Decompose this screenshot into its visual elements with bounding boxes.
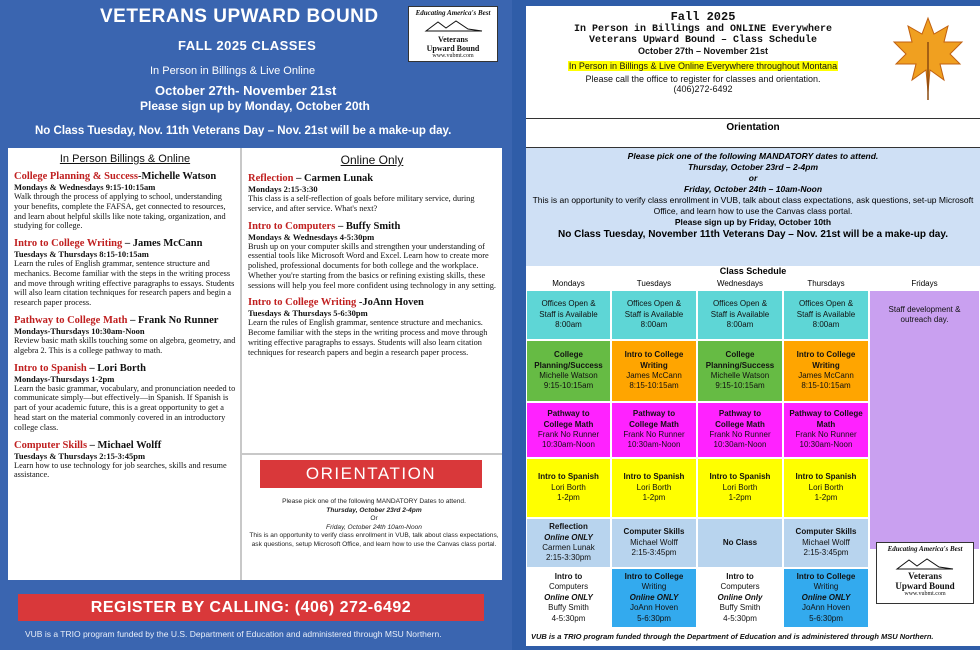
schedule-cell: Intro to College Writing Online ONLY JoAnn Hoven 5-6:30pm bbox=[783, 568, 869, 628]
schedule-cell: Pathway to College Math Frank No Runner 10:30am-Noon bbox=[783, 402, 869, 458]
course-item: Reflection – Carmen Lunak Mondays 2:15-3:30 This class is a self-reflection of goals before military service, during service, and after service. What's next? bbox=[248, 173, 475, 213]
schedule-cell: Intro to Spanish Lori Borth 1-2pm bbox=[697, 458, 783, 518]
schedule-cell: College Planning/Success Michelle Watson 9:15-10:15am bbox=[526, 340, 611, 402]
orientation-box: Please pick one of the following MANDATORY dates to attend. Thursday, October 23rd – 2-4pm or Friday, October 24th – 10am-Noon This is an opportunity to verify class enrollment in VUB, talk about class expectations, ask questions, set-up Microsoft Office, and learn how to use the Canvas class portal. Please sign up by Friday, October 10th No Class Tuesday, November 11th Veterans Day – Nov. 21st will be a make-up day. bbox=[526, 148, 980, 266]
schedule-cell: Intro to College Writing James McCann 8:15-10:15am bbox=[783, 340, 869, 402]
flyer-signup: Please sign up by Monday, October 20th bbox=[140, 99, 370, 113]
schedule-cell: Intro to Computers Online Only Buffy Smith 4-5:30pm bbox=[697, 568, 783, 628]
day-header: Thursdays bbox=[807, 279, 845, 288]
day-header: Mondays bbox=[552, 279, 585, 288]
autumn-leaf-icon bbox=[888, 12, 968, 102]
course-item: Intro to Spanish – Lori Borth Mondays-Thursdays 1-2pm Learn the basic grammar, vocabulary, and pronunciation needed to communicate simply—but effectively—in Spanish. If Spanish is part of your academic future, this is a great opportunity to get a head start on the material commonly covered in an introductory college class. bbox=[14, 362, 236, 432]
schedule-cell: Intro to Computers Online ONLY Buffy Smith 4-5:30pm bbox=[526, 568, 611, 628]
flyer-subtitle: FALL 2025 CLASSES bbox=[178, 38, 317, 53]
section-divider bbox=[242, 453, 502, 455]
left-footer: VUB is a TRIO program funded by the U.S. Department of Education and administered through MSU Northern. bbox=[25, 629, 442, 639]
right-schedule bbox=[526, 6, 980, 646]
course-listing bbox=[8, 148, 502, 580]
column-divider bbox=[240, 148, 242, 580]
course-item: Intro to College Writing – James McCann Tuesdays & Thursdays 8:15-10:15am Learn the rules of English grammar, sentence structure and mechanics. Become familiar with the steps in the writing process and move through writing effective paragraphs to essays. Students will also learn citation techniques for research papers and begin a research paper process. bbox=[14, 238, 235, 308]
orientation-heading: Orientation bbox=[526, 118, 980, 148]
schedule-cell: Intro to Spanish Lori Borth 1-2pm bbox=[526, 458, 611, 518]
flyer-title: VETERANS UPWARD BOUND bbox=[100, 6, 379, 27]
course-item: Intro to College Writing -JoAnn Hoven Tuesdays & Thursdays 5-6:30pm Learn the rules of English grammar, sentence structure and mechanics. Become familiar with the steps in the writing process and move through writing effective paragraphs to essays. Students will also learn citation techniques for research papers and begin a research paper process. bbox=[248, 297, 488, 357]
flyer-noclass: No Class Tuesday, Nov. 11th Veterans Day – Nov. 21st will be a make-up day. bbox=[35, 125, 452, 137]
schedule-cell: Pathway to College Math Frank No Runner 10:30am-Noon bbox=[611, 402, 697, 458]
orientation-text: Please pick one of the following MANDATORY Dates to attend. Thursday, October 23rd 2-4pm Or Friday, October 24th 10am-Noon This is an opportunity to verify class enrollment in VUB, talk about class expectations, ask questions, setup Microsoft Office, and learn how to use the Canvas class portal. bbox=[249, 498, 499, 548]
flyer-dates: October 27th- November 21st bbox=[155, 83, 337, 98]
schedule-cell: Intro to College Writing Online ONLY JoAnn Hoven 5-6:30pm bbox=[611, 568, 697, 628]
schedule-header: Fall 2025 In Person in Billings and ONLINE Everywhere Veterans Upward Bound – Class Schedule October 27th – November 21st In Person in Billings & Live Online Everywhere throughout Montana Please call the office to register for classes and orientation. (406)272-6492 bbox=[568, 10, 838, 94]
schedule-cell: College Planning/Success Michelle Watson 9:15-10:15am bbox=[697, 340, 783, 402]
schedule-cell: Intro to Spanish Lori Borth 1-2pm bbox=[783, 458, 869, 518]
schedule-cell: Offices Open & Staff is Available 8:00am bbox=[611, 290, 697, 340]
flyer-mode: In Person in Billings & Live Online bbox=[150, 65, 316, 77]
course-item: Pathway to College Math – Frank No Runner Mondays-Thursdays 10:30am-Noon Review basic math skills touching some on algebra, geometry, and algebra 2. This is a college pathway to math. bbox=[14, 315, 236, 355]
schedule-cell: Reflection Online ONLY Carmen Lunak 2:15-3:30pm bbox=[526, 518, 611, 568]
schedule-label: Class Schedule bbox=[719, 266, 787, 276]
montana-mountain-icon bbox=[895, 557, 955, 571]
orientation-banner: ORIENTATION bbox=[260, 460, 482, 488]
course-item: College Planning & Success-Michelle Watson Mondays & Wednesdays 9:15-10:15am Walk through the process of applying to school, understanding your benefits, complete the FAFSA, get connected to resources, and learn about helpful skills like note taking, organization, and studying for college. bbox=[14, 171, 226, 231]
course-item: Computer Skills – Michael Wolff Tuesdays & Thursdays 2:15-3:45pm Learn how to use technology for job searches, skills and resume assistance. bbox=[14, 439, 227, 480]
schedule-cell: Intro to Spanish Lori Borth 1-2pm bbox=[611, 458, 697, 518]
schedule-cell: Pathway to College Math Frank No Runner 10:30am-Noon bbox=[697, 402, 783, 458]
right-footer: VUB is a TRIO program funded through the Department of Education and is administered through MSU Northern. bbox=[531, 632, 934, 641]
friday-cell: Staff development & outreach day. bbox=[869, 290, 980, 550]
schedule-cell: Computer Skills Michael Wolff 2:15-3:45pm bbox=[783, 518, 869, 568]
vub-logo: Educating America's Best Veterans Upward Bound www.vubmt.com bbox=[408, 6, 498, 62]
day-header: Tuesdays bbox=[636, 279, 672, 288]
montana-mountain-icon bbox=[424, 19, 484, 33]
vub-logo-small: Educating America's Best Veterans Upward Bound www.vubmt.com bbox=[876, 542, 974, 604]
schedule-cell: Computer Skills Michael Wolff 2:15-3:45pm bbox=[611, 518, 697, 568]
register-phone-banner[interactable]: REGISTER BY CALLING: (406) 272-6492 bbox=[18, 594, 484, 621]
day-header: Fridays bbox=[911, 279, 938, 288]
schedule-cell: Offices Open & Staff is Available 8:00am bbox=[526, 290, 611, 340]
schedule-cell: Offices Open & Staff is Available 8:00am bbox=[783, 290, 869, 340]
column-heading: In Person Billings & Online bbox=[59, 153, 191, 165]
online-column bbox=[248, 148, 496, 365]
day-header: Wednesdays bbox=[716, 279, 764, 288]
schedule-cell: Pathway to College Math Frank No Runner 10:30am-Noon bbox=[526, 402, 611, 458]
schedule-cell: No Class bbox=[697, 518, 783, 568]
course-item: Intro to Computers – Buffy Smith Mondays & Wednesdays 4-5:30pm Brush up on your computer skills and strengthen your understanding of essential tools like Microsoft Word and Excel. Learn how to create more polished, professional documents for both college and the workplace. Whether you're starting from the basics or refining existing skills, these sessions will help you feel more confident using technology in any setting. bbox=[248, 220, 496, 290]
schedule-cell: Intro to College Writing James McCann 8:15-10:15am bbox=[611, 340, 697, 402]
column-heading: Online Only bbox=[340, 153, 404, 167]
in-person-column bbox=[14, 148, 236, 487]
schedule-cell: Offices Open & Staff is Available 8:00am bbox=[697, 290, 783, 340]
